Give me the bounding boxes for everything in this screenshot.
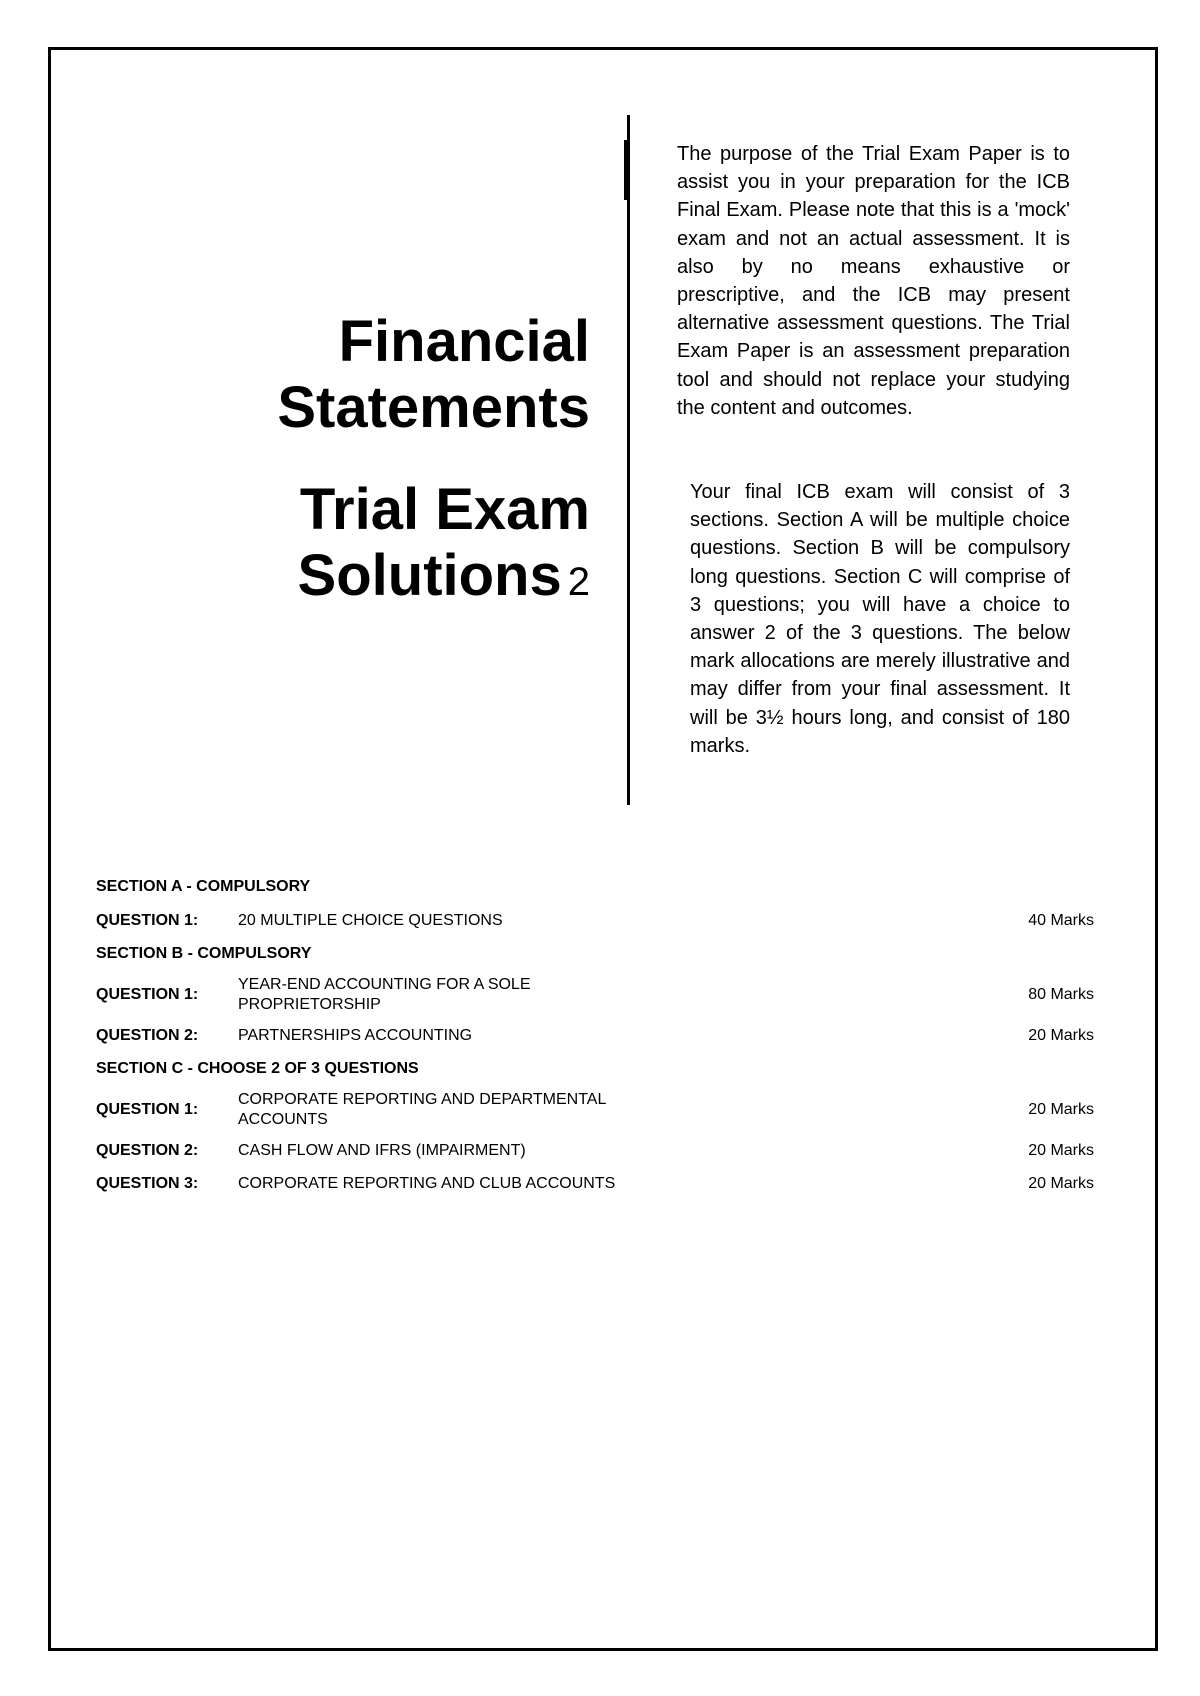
question-row <box>96 904 1094 937</box>
question-row <box>96 1086 1094 1134</box>
question-marks: 80 Marks <box>1028 986 1094 1003</box>
title-line-1: Financial <box>338 309 590 374</box>
question-description: 20 MULTIPLE CHOICE QUESTIONS <box>238 911 503 929</box>
question-marks: 20 Marks <box>1028 1026 1094 1044</box>
title-line-2: Statements <box>277 375 590 440</box>
question-marks: 20 Marks <box>1028 1174 1094 1192</box>
question-label: QUESTION 2: <box>96 1141 199 1159</box>
question-description: CORPORATE REPORTING AND DEPARTMENTAL ACCOUNTS <box>238 1091 606 1128</box>
question-description: YEAR-END ACCOUNTING FOR A SOLE PROPRIETORSHIP <box>238 976 531 1013</box>
question-label: QUESTION 1: <box>96 1101 199 1118</box>
question-label: QUESTION 1: <box>96 986 199 1003</box>
title-line-4-wrap <box>180 543 590 615</box>
question-marks: 40 Marks <box>1028 911 1094 929</box>
question-marks: 20 Marks <box>1028 1101 1094 1118</box>
question-row <box>96 971 1094 1019</box>
intro-paragraph-1: The purpose of the Trial Exam Paper is to assist you in your preparation for the ICB Final Exam. Please note that this is a 'mock' exam and not an actual assessment. It is also by no means exhaustive or prescriptive, and the ICB may present alternative assessment questions. The Trial Exam Paper is an assessment preparation tool and should not replace your studying the content and outcomes. <box>677 143 1070 419</box>
question-description: PARTNERSHIPS ACCOUNTING <box>238 1026 473 1044</box>
divider-tick <box>624 140 627 200</box>
page-title <box>180 309 590 441</box>
title-line-4: Solutions <box>297 543 562 608</box>
vertical-divider <box>627 115 630 805</box>
title-line-3: Trial Exam <box>299 477 590 542</box>
question-description: CORPORATE REPORTING AND CLUB ACCOUNTS <box>238 1174 616 1192</box>
exam-summary-table <box>96 870 1094 1200</box>
question-description: CASH FLOW AND IFRS (IMPAIRMENT) <box>238 1141 526 1159</box>
section-heading: SECTION A - COMPULSORY <box>96 878 311 895</box>
title-suffix: 2 <box>567 560 590 604</box>
question-marks: 20 Marks <box>1028 1141 1094 1159</box>
section-heading: SECTION B - COMPULSORY <box>96 945 312 962</box>
question-row <box>96 1167 1094 1200</box>
question-label: QUESTION 2: <box>96 1026 199 1044</box>
page-subtitle <box>180 477 590 615</box>
question-row <box>96 1134 1094 1167</box>
question-row <box>96 1019 1094 1052</box>
section-heading: SECTION C - CHOOSE 2 OF 3 QUESTIONS <box>96 1060 419 1077</box>
question-label: QUESTION 1: <box>96 911 199 929</box>
question-label: QUESTION 3: <box>96 1174 199 1192</box>
intro-paragraph-2: Your final ICB exam will consist of 3 sections. Section A will be multiple choice questions. Section B will be compulsory long questions. Section C will comprise of 3 questions; you will have a choice to answer 2 of the 3 questions. The below mark allocations are merely illustrative and may differ from your final assessment. It will be 3½ hours long, and consist of 180 marks. <box>690 481 1070 757</box>
